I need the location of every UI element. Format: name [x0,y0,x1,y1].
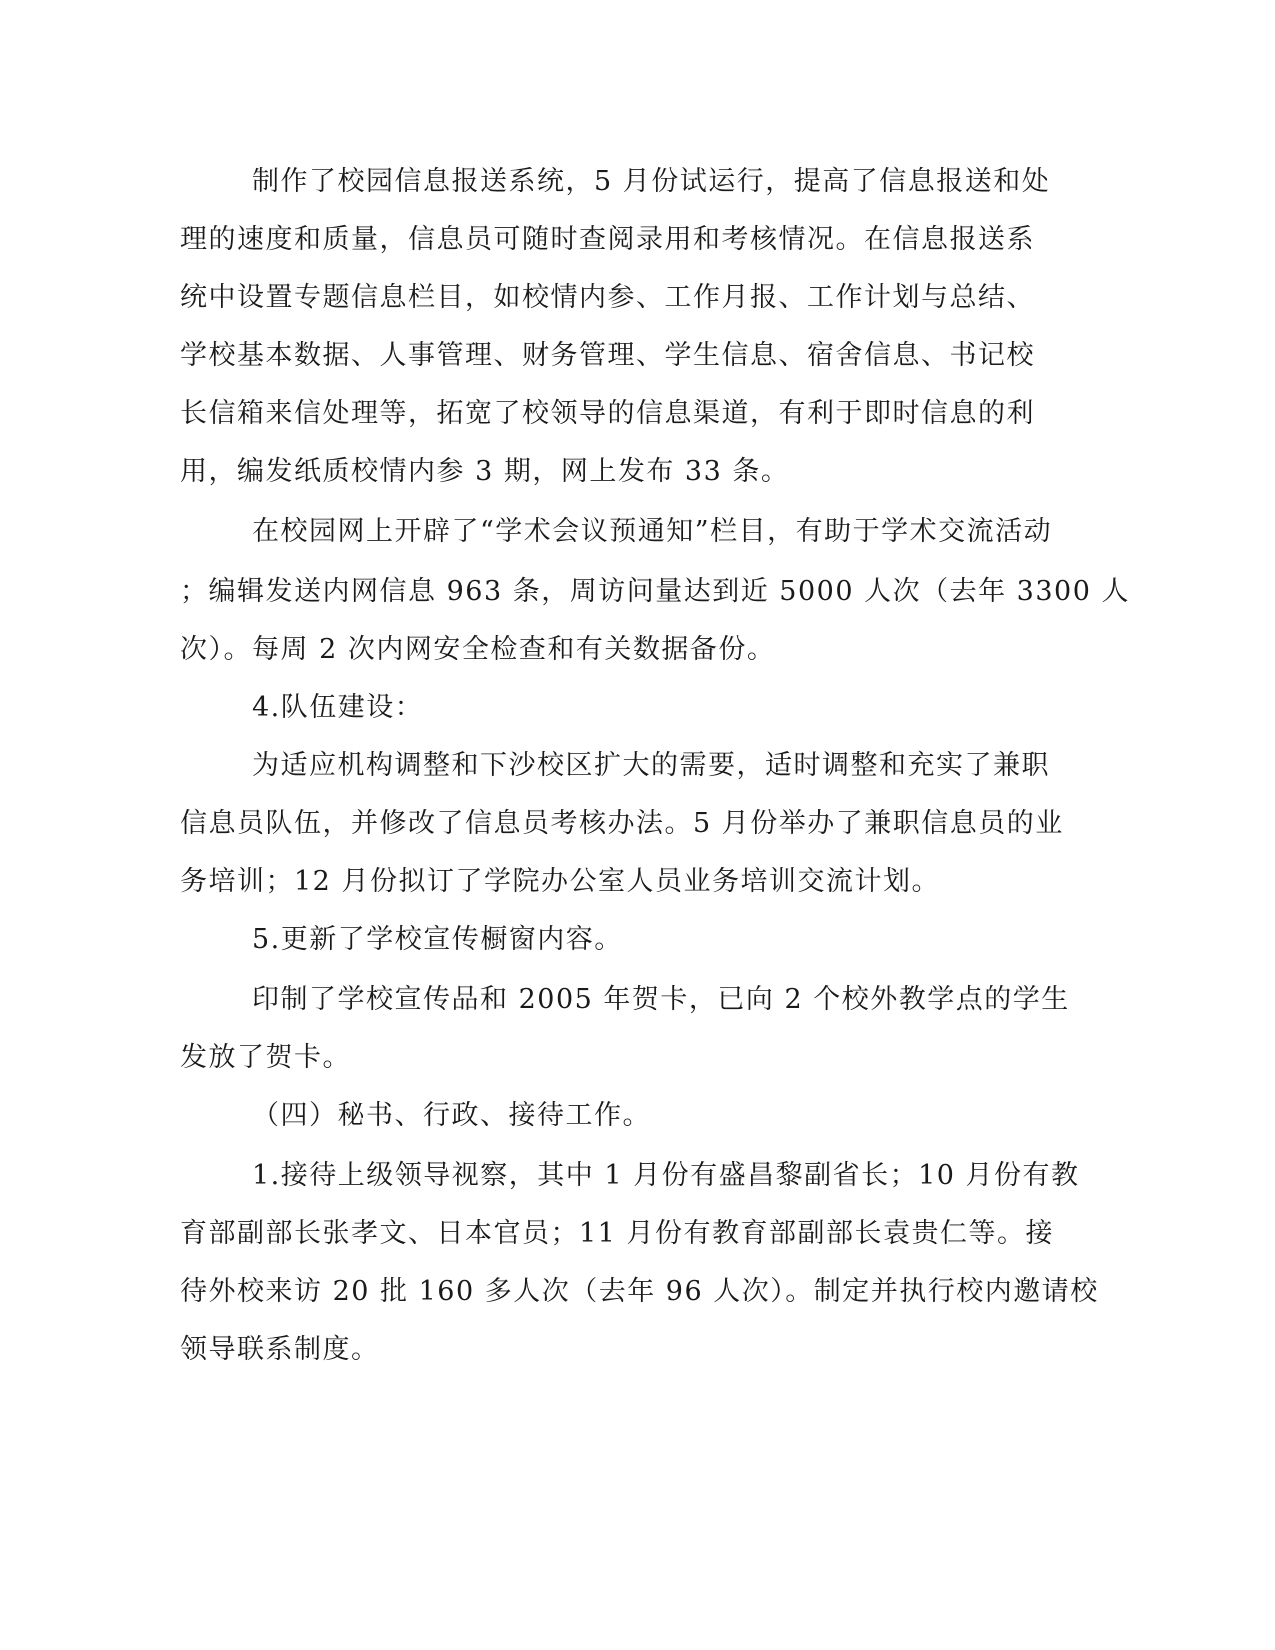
text-line: 长信箱来信处理等，拓宽了校领导的信息渠道，有利于即时信息的利 [180,398,1035,429]
section-heading: 4.队伍建设： [252,692,424,723]
text-line: 育部副部长张孝文、日本官员；11 月份有教育部副部长袁贵仁等。接 [180,1218,1054,1249]
text-line: 制作了校园信息报送系统，5 月份试运行，提高了信息报送和处 [252,166,1051,197]
text-line: 1.接待上级领导视察，其中 1 月份有盛昌黎副省长；10 月份有教 [252,1160,1080,1191]
text-line: 印制了学校宣传品和 2005 年贺卡，已向 2 个校外教学点的学生 [252,984,1070,1015]
document-page [180,0,1130,1650]
text-line: 务培训；12 月份拟订了学院办公室人员业务培训交流计划。 [180,866,940,897]
text-line: 用，编发纸质校情内参 3 期，网上发布 33 条。 [180,456,790,487]
text-line: 在校园网上开辟了“学术会议预通知”栏目，有助于学术交流活动 [252,516,1053,547]
text-line: 待外校来访 20 批 160 多人次（去年 96 人次）。制定并执行校内邀请校 [180,1276,1099,1307]
section-heading: （四）秘书、行政、接待工作。 [252,1100,651,1131]
text-line: 信息员队伍，并修改了信息员考核办法。5 月份举办了兼职信息员的业 [180,808,1064,839]
text-line: ；编辑发送内网信息 963 条，周访问量达到近 5000 人次（去年 3300 人 [180,576,1130,607]
text-line: 为适应机构调整和下沙校区扩大的需要，适时调整和充实了兼职 [252,750,1050,781]
text-line: 学校基本数据、人事管理、财务管理、学生信息、宿舍信息、书记校 [180,340,1035,371]
text-line: 统中设置专题信息栏目，如校情内参、工作月报、工作计划与总结、 [180,282,1035,313]
text-line: 领导联系制度。 [180,1334,380,1365]
text-line: 理的速度和质量，信息员可随时查阅录用和考核情况。在信息报送系 [180,224,1035,255]
text-line: 次）。每周 2 次内网安全检查和有关数据备份。 [180,634,776,665]
text-line: 发放了贺卡。 [180,1042,351,1073]
section-heading: 5.更新了学校宣传橱窗内容。 [252,924,623,955]
